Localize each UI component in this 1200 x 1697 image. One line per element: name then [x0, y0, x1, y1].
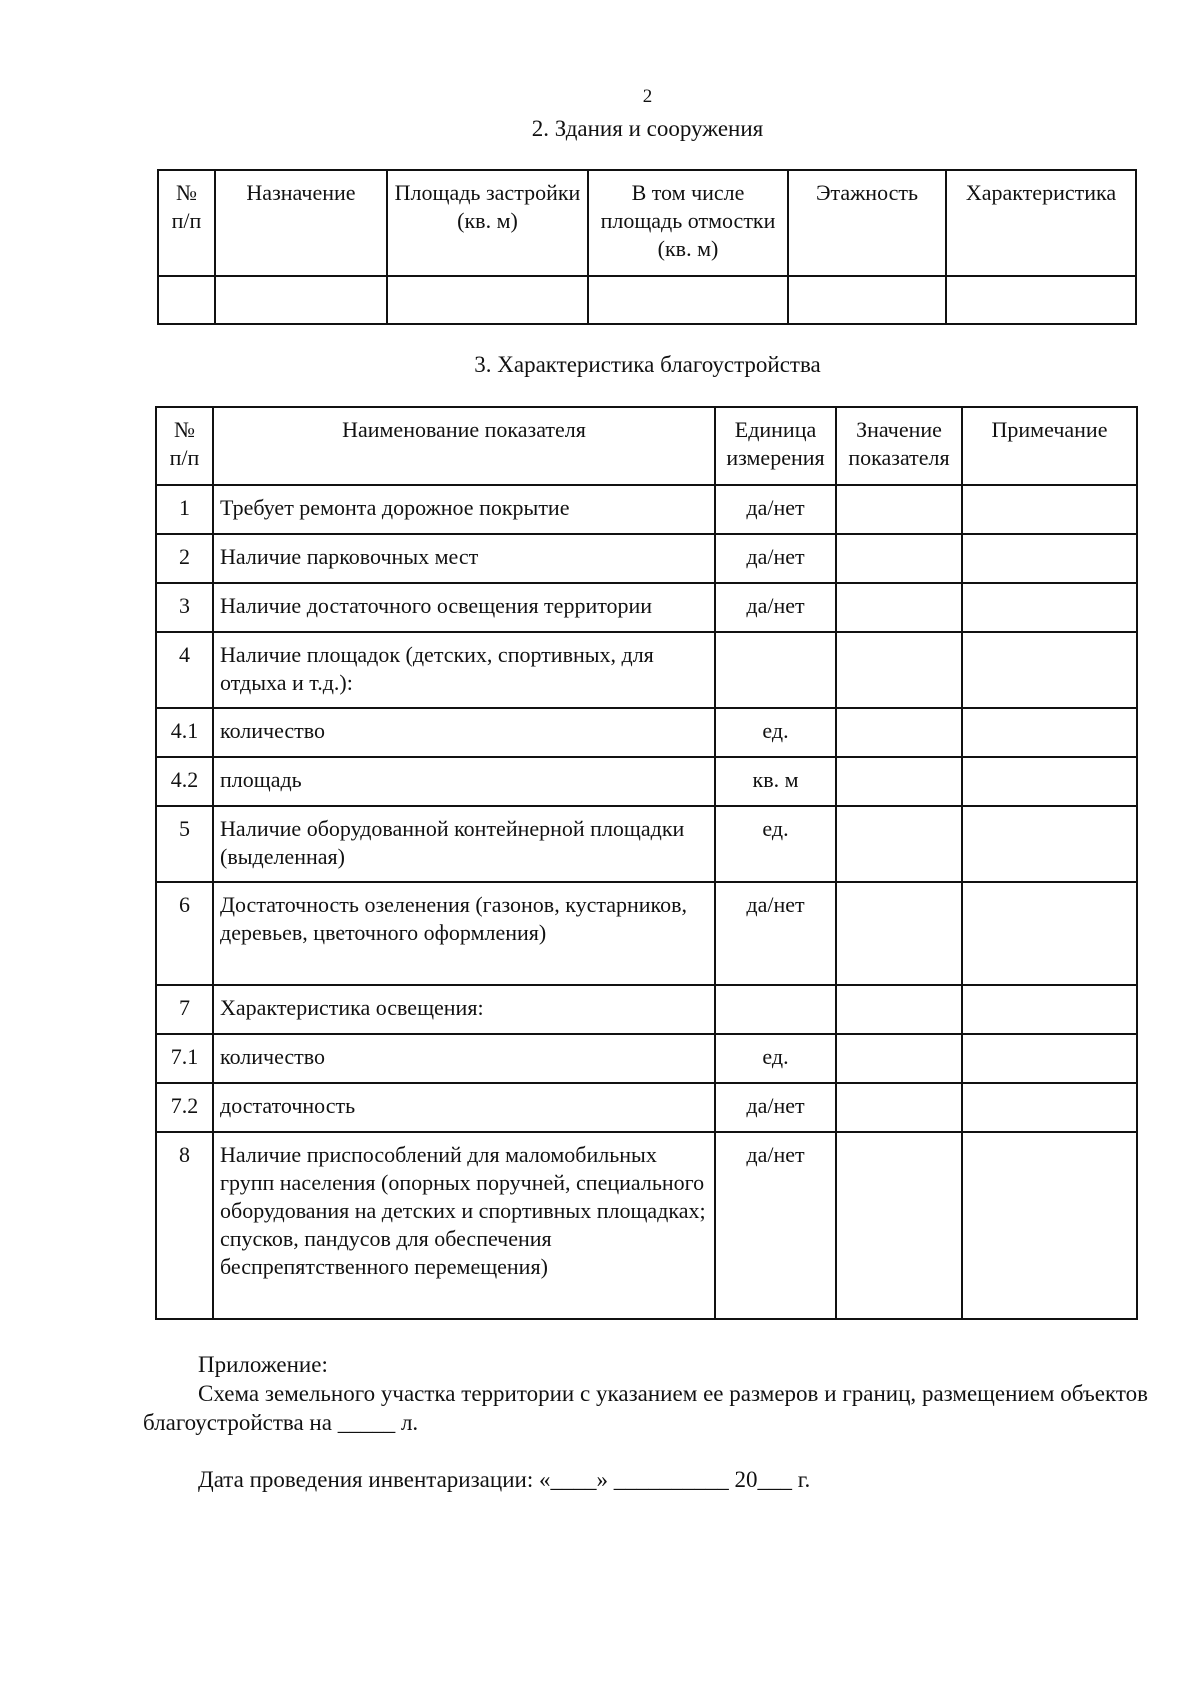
indicator-name: Характеристика освещения: [213, 985, 715, 1034]
indicator-name: Наличие достаточного освещения территории [213, 583, 715, 632]
appendix-label: Приложение: [198, 1352, 328, 1377]
value-cell[interactable] [836, 708, 962, 757]
value-cell[interactable] [836, 632, 962, 708]
inventory-date: Дата проведения инвентаризации: «____» __________ 20___ г. [198, 1467, 811, 1492]
note-cell[interactable] [962, 708, 1137, 757]
buildings-table [157, 169, 1137, 325]
col-header-floors: Этажность [788, 170, 946, 276]
note-cell[interactable] [962, 806, 1137, 882]
section-2-title: 2. Здания и сооружения [531, 116, 764, 141]
table-row [156, 1132, 1137, 1319]
col-header-purpose: Назначение [215, 170, 387, 276]
empty-cell[interactable] [215, 276, 387, 324]
unit-cell: ед. [715, 806, 836, 882]
note-cell[interactable] [962, 757, 1137, 806]
table-row [156, 985, 1137, 1034]
note-cell[interactable] [962, 1132, 1137, 1319]
row-number: 3 [156, 583, 213, 632]
col-header-number: № п/п [158, 170, 215, 276]
empty-cell[interactable] [387, 276, 588, 324]
row-number: 7 [156, 985, 213, 1034]
table-row [156, 583, 1137, 632]
col-header-note: Примечание [962, 407, 1137, 485]
table-row [156, 1034, 1137, 1083]
table-row [158, 276, 1136, 324]
note-cell[interactable] [962, 534, 1137, 583]
unit-cell: кв. м [715, 757, 836, 806]
value-cell[interactable] [836, 1083, 962, 1132]
col-header-value: Значение показателя [836, 407, 962, 485]
note-cell[interactable] [962, 583, 1137, 632]
row-number: 4.1 [156, 708, 213, 757]
unit-cell: да/нет [715, 583, 836, 632]
col-header-number: № п/п [156, 407, 213, 485]
value-cell[interactable] [836, 882, 962, 985]
unit-cell: да/нет [715, 534, 836, 583]
row-number: 1 [156, 485, 213, 534]
indicator-name: площадь [213, 757, 715, 806]
row-number: 7.2 [156, 1083, 213, 1132]
row-number: 7.1 [156, 1034, 213, 1083]
empty-cell[interactable] [588, 276, 788, 324]
row-number: 6 [156, 882, 213, 985]
empty-cell[interactable] [788, 276, 946, 324]
table-row [156, 806, 1137, 882]
col-header-characteristic: Характеристика [946, 170, 1136, 276]
table-row [156, 708, 1137, 757]
col-header-unit: Единица измерения [715, 407, 836, 485]
appendix-text: Схема земельного участка территории с указанием ее размеров и границ, размещением объектов благоустройства на _____ л. [143, 1381, 1148, 1435]
indicator-name: достаточность [213, 1083, 715, 1132]
note-cell[interactable] [962, 1083, 1137, 1132]
unit-cell: да/нет [715, 1083, 836, 1132]
indicator-name: количество [213, 1034, 715, 1083]
value-cell[interactable] [836, 1034, 962, 1083]
value-cell[interactable] [836, 757, 962, 806]
value-cell[interactable] [836, 1132, 962, 1319]
table-row [156, 632, 1137, 708]
col-header-indicator: Наименование показателя [213, 407, 715, 485]
indicator-name: Наличие площадок (детских, спортивных, для отдыха и т.д.): [213, 632, 715, 708]
unit-cell [715, 985, 836, 1034]
table-row [156, 1083, 1137, 1132]
indicator-name: количество [213, 708, 715, 757]
note-cell[interactable] [962, 485, 1137, 534]
value-cell[interactable] [836, 806, 962, 882]
note-cell[interactable] [962, 882, 1137, 985]
col-header-built-area: Площадь застройки (кв. м) [387, 170, 588, 276]
value-cell[interactable] [836, 534, 962, 583]
empty-cell[interactable] [158, 276, 215, 324]
row-number: 2 [156, 534, 213, 583]
note-cell[interactable] [962, 1034, 1137, 1083]
empty-cell[interactable] [946, 276, 1136, 324]
unit-cell: да/нет [715, 1132, 836, 1319]
note-cell[interactable] [962, 632, 1137, 708]
row-number: 8 [156, 1132, 213, 1319]
unit-cell: да/нет [715, 882, 836, 985]
unit-cell: ед. [715, 1034, 836, 1083]
note-cell[interactable] [962, 985, 1137, 1034]
col-header-blind-area: В том числе площадь отмостки (кв. м) [588, 170, 788, 276]
unit-cell: да/нет [715, 485, 836, 534]
table-row [156, 485, 1137, 534]
section-3-title: 3. Характеристика благоустройства [474, 352, 821, 377]
indicator-name: Наличие приспособлений для маломобильных групп населения (опорных поручней, специального оборудования на детских и спортивных площадках; спусков, пандусов для обеспечения беспрепятственного перемещения) [213, 1132, 715, 1319]
value-cell[interactable] [836, 985, 962, 1034]
indicator-name: Достаточность озеленения (газонов, кустарников, деревьев, цветочного оформления) [213, 882, 715, 985]
table-row [156, 757, 1137, 806]
row-number: 4.2 [156, 757, 213, 806]
table-row [156, 534, 1137, 583]
row-number: 5 [156, 806, 213, 882]
page-number: 2 [642, 86, 653, 107]
unit-cell: ед. [715, 708, 836, 757]
table-row [156, 882, 1137, 985]
value-cell[interactable] [836, 583, 962, 632]
indicator-name: Требует ремонта дорожное покрытие [213, 485, 715, 534]
row-number: 4 [156, 632, 213, 708]
indicator-name: Наличие парковочных мест [213, 534, 715, 583]
value-cell[interactable] [836, 485, 962, 534]
indicator-name: Наличие оборудованной контейнерной площадки (выделенная) [213, 806, 715, 882]
improvement-table [155, 406, 1138, 1320]
unit-cell [715, 632, 836, 708]
